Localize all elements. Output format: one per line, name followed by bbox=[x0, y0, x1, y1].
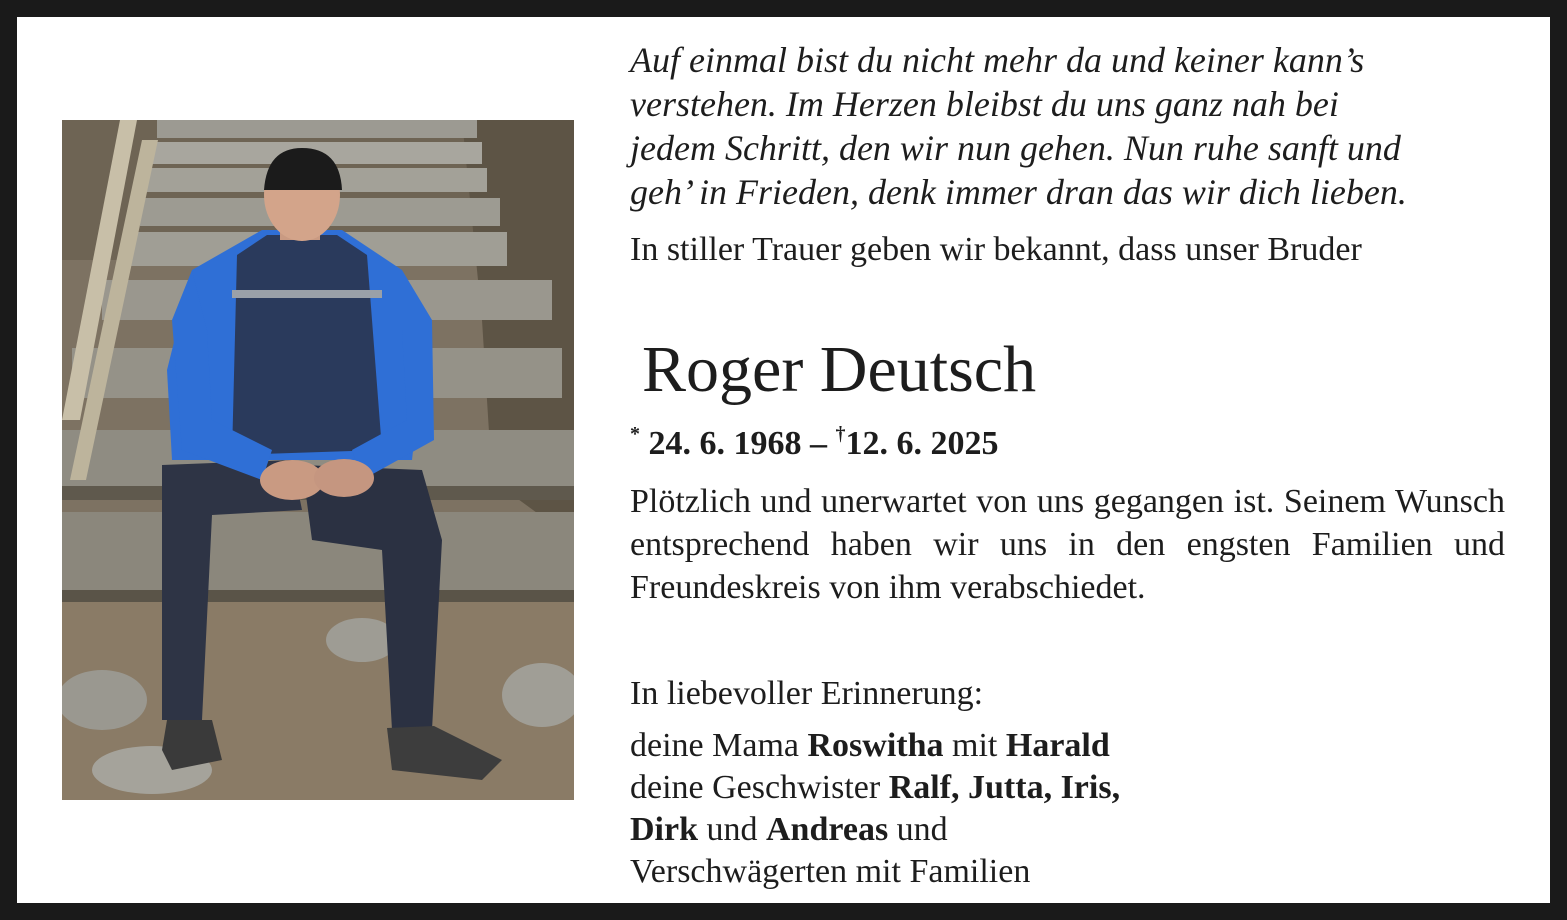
death-symbol: † bbox=[835, 423, 846, 445]
date-separator: – bbox=[801, 425, 836, 462]
mourner-names: Ralf, Jutta, Iris, bbox=[888, 769, 1121, 806]
mourner-line bbox=[630, 809, 1505, 851]
poem-line: Auf einmal bist du nicht mehr da und keiner kann’s bbox=[630, 40, 1365, 80]
portrait-photo bbox=[62, 120, 574, 800]
life-dates bbox=[630, 414, 999, 464]
mourner-line bbox=[630, 767, 1505, 809]
mourner-connector: und bbox=[698, 811, 766, 848]
poem-line: jedem Schritt, den wir nun gehen. Nun ruhe sanft und bbox=[630, 128, 1401, 168]
mourner-prefix: deine Mama bbox=[630, 727, 808, 764]
mourner-name: Roswitha bbox=[807, 727, 944, 764]
memory-heading: In liebevoller Erinnerung: bbox=[630, 675, 984, 712]
mourner-name: Andreas bbox=[766, 811, 889, 848]
memorial-poem bbox=[630, 38, 1505, 214]
announcement-text: In stiller Trauer geben wir bekannt, dass unser Bruder bbox=[630, 231, 1362, 268]
mourner-name: Harald bbox=[1005, 727, 1110, 764]
mourner-name: Dirk bbox=[630, 811, 698, 848]
death-date: 12. 6. 2025 bbox=[845, 425, 999, 462]
poem-line: verstehen. Im Herzen bleibst du uns ganz nah bei bbox=[630, 84, 1339, 124]
poem-line: geh’ in Frieden, denk immer dran das wir dich lieben. bbox=[630, 172, 1407, 212]
obituary-message: Plötzlich und unerwartet von uns gegangen ist. Seinem Wunsch entsprechend haben wir uns in den engsten Familien und Freundeskreis von ihm verabschiedet. bbox=[630, 483, 1505, 606]
mourner-connector: und bbox=[888, 811, 948, 848]
birth-symbol: * bbox=[630, 423, 640, 445]
mourner-prefix: deine Geschwister bbox=[630, 769, 889, 806]
mourner-line: Verschwägerten mit Familien bbox=[630, 853, 1031, 890]
mourners-list bbox=[630, 725, 1505, 893]
mourner-connector: mit bbox=[943, 727, 1006, 764]
deceased-name: Roger Deutsch bbox=[642, 333, 1037, 406]
birth-date: 24. 6. 1968 bbox=[648, 425, 802, 462]
mourner-line bbox=[630, 725, 1505, 767]
